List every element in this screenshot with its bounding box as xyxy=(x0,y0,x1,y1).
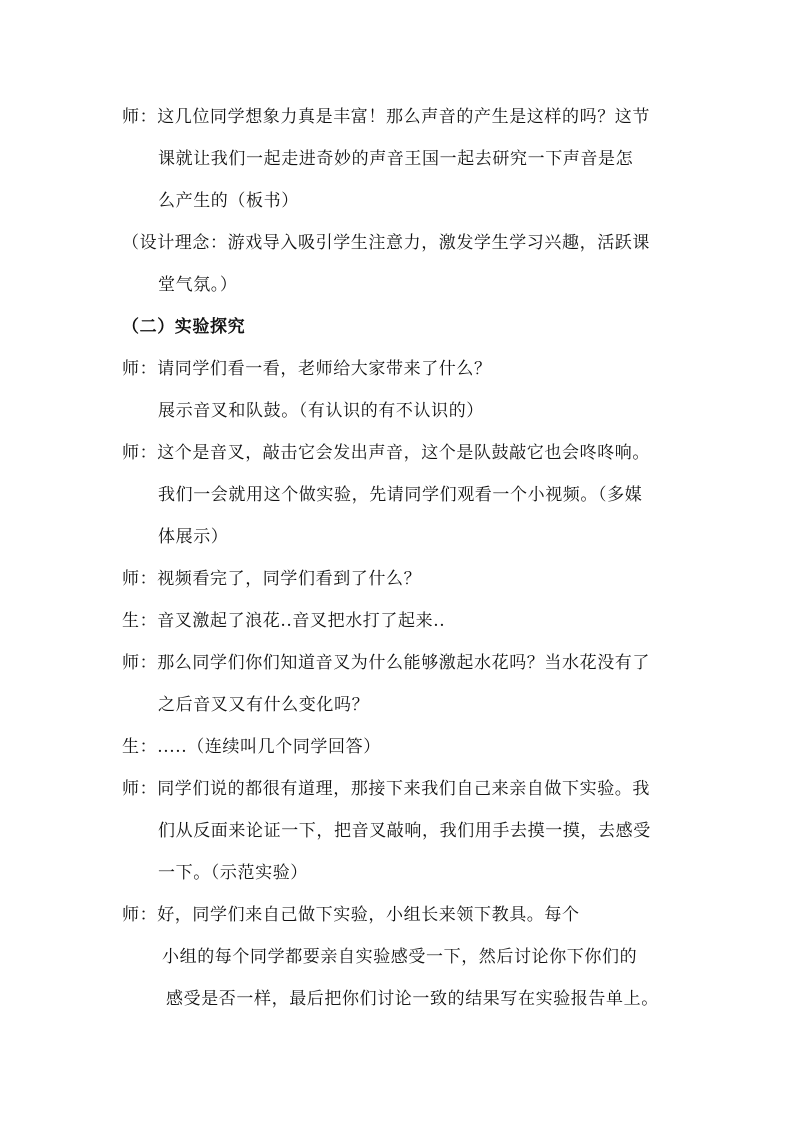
dialogue-line-7: 生：音叉激起了浪花..音叉把水打了起来.. xyxy=(122,611,446,631)
dialogue-line-10: 生：.....（连续叫几个同学回答） xyxy=(122,737,381,757)
dialogue-line-16: 感受是否一样，最后把你们讨论一致的结果写在实验报告单上。 xyxy=(166,989,659,1009)
section-heading: （二）实验探究 xyxy=(122,317,246,337)
dialogue-line-4: 我们一会就用这个做实验，先请同学们观看一个小视频。（多媒 xyxy=(158,485,643,505)
paragraph-line-1: 师：这几位同学想象力真是丰富！那么声音的产生是这样的吗？这节 xyxy=(122,107,650,127)
dialogue-line-3: 师：这个是音叉，敲击它会发出声音，这个是队鼓敲它也会咚咚响。 xyxy=(122,443,650,463)
dialogue-line-9: 之后音叉又有什么变化吗？ xyxy=(158,695,370,715)
design-note-line-1: （设计理念：游戏导入吸引学生注意力，激发学生学习兴趣，活跃课 xyxy=(122,233,650,253)
dialogue-line-5: 体展示） xyxy=(158,527,229,547)
design-note-line-2: 堂气氛。） xyxy=(158,275,238,295)
dialogue-line-1: 师：请同学们看一看，老师给大家带来了什么？ xyxy=(122,359,492,379)
paragraph-line-3: 么产生的（板书） xyxy=(158,191,299,211)
dialogue-line-6: 师：视频看完了，同学们看到了什么？ xyxy=(122,569,422,589)
dialogue-line-14: 师：好，同学们来自己做下实验，小组长来领下教具。每个 xyxy=(122,905,580,925)
dialogue-line-11: 师：同学们说的都很有道理，那接下来我们自己来亲自做下实验。我 xyxy=(122,779,650,799)
dialogue-line-2: 展示音叉和队鼓。（有认识的有不认识的） xyxy=(158,401,484,421)
paragraph-line-2: 课就让我们一起走进奇妙的声音王国一起去研究一下声音是怎 xyxy=(158,149,634,169)
dialogue-line-12: 们从反面来论证一下，把音叉敲响，我们用手去摸一摸，去感受 xyxy=(158,821,651,841)
dialogue-line-15: 小组的每个同学都要亲自实验感受一下，然后讨论你下你们的 xyxy=(162,947,638,967)
dialogue-line-8: 师：那么同学们你们知道音叉为什么能够激起水花吗？当水花没有了 xyxy=(122,653,650,673)
dialogue-line-13: 一下。（示范实验） xyxy=(158,863,308,883)
